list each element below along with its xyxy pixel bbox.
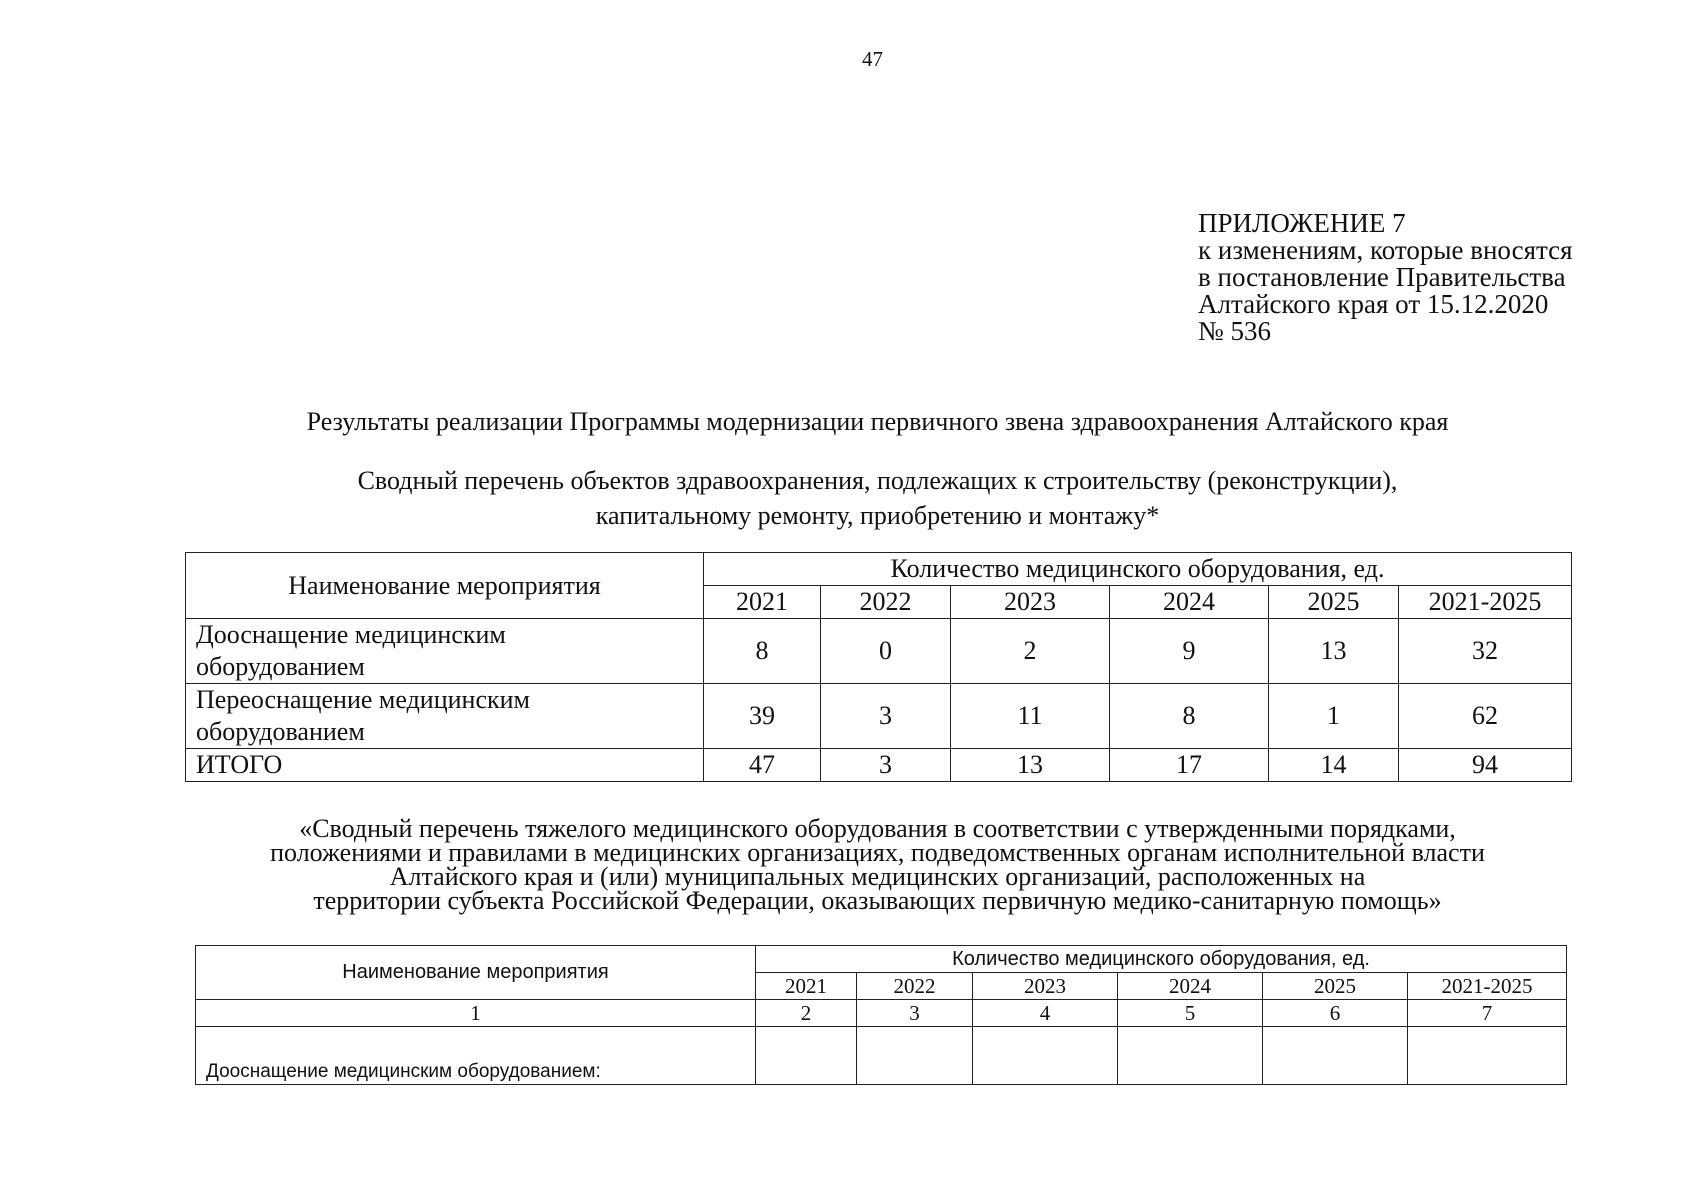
total-value: 13 xyxy=(951,749,1110,782)
page-number: 47 xyxy=(862,47,883,71)
cell-value: 2 xyxy=(951,619,1110,684)
total-value: 14 xyxy=(1269,749,1399,782)
table2-heading xyxy=(0,814,1697,915)
heading-line: капитальному ремонту, приобретению и монтажу* xyxy=(595,501,1160,530)
row-name xyxy=(186,684,704,749)
objects-table xyxy=(185,552,1572,782)
cell-value: 62 xyxy=(1399,684,1572,749)
column-index: 1 xyxy=(196,1000,756,1027)
column-index: 3 xyxy=(857,1000,973,1027)
cell-value: 13 xyxy=(1269,619,1399,684)
empty-cell xyxy=(756,1027,857,1085)
total-value: 17 xyxy=(1110,749,1269,782)
cell-value: 8 xyxy=(704,619,821,684)
year-header: 2023 xyxy=(951,586,1110,619)
heading-line: территории субъекта Российской Федерации, оказывающих первичную медико-санитарную помощь» xyxy=(313,886,1442,915)
cell-value: 11 xyxy=(951,684,1110,749)
empty-cell xyxy=(857,1027,973,1085)
row-name: Дооснащение медицинским оборудованием: xyxy=(196,1027,756,1085)
appendix-number: № 536 xyxy=(1198,316,1272,346)
empty-cell xyxy=(1263,1027,1408,1085)
year-header: 2023 xyxy=(973,973,1118,1000)
cell-value: 9 xyxy=(1110,619,1269,684)
year-header: 2022 xyxy=(821,586,951,619)
total-label: ИТОГО xyxy=(186,749,704,782)
total-value: 94 xyxy=(1399,749,1572,782)
row-name-line: оборудованием xyxy=(196,652,365,681)
column-index: 2 xyxy=(756,1000,857,1027)
heading-line: Алтайского края и (или) муниципальных медицинских организаций, расположенных на xyxy=(389,862,1366,891)
heading-line: положениями и правилами в медицинских организациях, подведомственных органам исполнительной власти xyxy=(270,838,1485,867)
year-header: 2022 xyxy=(857,973,973,1000)
row-name-line: оборудованием xyxy=(196,717,365,746)
year-header: 2024 xyxy=(1118,973,1263,1000)
column-index: 6 xyxy=(1263,1000,1408,1027)
cell-value: 1 xyxy=(1269,684,1399,749)
year-header: 2024 xyxy=(1110,586,1269,619)
appendix-block xyxy=(1198,210,1573,345)
empty-cell xyxy=(1408,1027,1567,1085)
page-title: Результаты реализации Программы модернизации первичного звена здравоохранения Алтайского края xyxy=(306,407,1449,436)
table1-heading xyxy=(0,463,1697,533)
column-index: 4 xyxy=(973,1000,1118,1027)
row-name-line: Переоснащение медицинским xyxy=(196,685,531,714)
cell-value: 3 xyxy=(821,684,951,749)
empty-cell xyxy=(973,1027,1118,1085)
appendix-line: в постановление Правительства xyxy=(1198,262,1566,292)
year-header: 2021-2025 xyxy=(1408,973,1567,1000)
empty-cell xyxy=(1118,1027,1263,1085)
row-name-line: Дооснащение медицинским xyxy=(196,620,506,649)
table-row xyxy=(186,684,1572,749)
year-header: 2021-2025 xyxy=(1399,586,1572,619)
column-index-row xyxy=(196,1000,1567,1027)
column-group-header: Количество медицинского оборудования, ед. xyxy=(756,946,1567,973)
cell-value: 0 xyxy=(821,619,951,684)
column-group-header: Количество медицинского оборудования, ед. xyxy=(704,553,1572,586)
cell-value: 8 xyxy=(1110,684,1269,749)
table-row xyxy=(186,619,1572,684)
cell-value: 32 xyxy=(1399,619,1572,684)
column-index: 5 xyxy=(1118,1000,1263,1027)
year-header: 2025 xyxy=(1263,973,1408,1000)
appendix-line: к изменениям, которые вносятся xyxy=(1198,235,1573,265)
column-header-name: Наименование мероприятия xyxy=(196,946,756,1000)
year-header: 2021 xyxy=(756,973,857,1000)
row-name xyxy=(186,619,704,684)
column-index: 7 xyxy=(1408,1000,1567,1027)
appendix-title: ПРИЛОЖЕНИЕ 7 xyxy=(1198,208,1406,238)
total-value: 3 xyxy=(821,749,951,782)
heading-line: «Сводный перечень тяжелого медицинского оборудования в соответствии с утвержденными порядками, xyxy=(299,814,1456,843)
table-row xyxy=(196,1027,1567,1085)
table-total-row xyxy=(186,749,1572,782)
year-header: 2021 xyxy=(704,586,821,619)
equipment-table xyxy=(195,945,1567,1085)
total-value: 47 xyxy=(704,749,821,782)
year-header: 2025 xyxy=(1269,586,1399,619)
cell-value: 39 xyxy=(704,684,821,749)
heading-line: Сводный перечень объектов здравоохранения, подлежащих к строительству (реконструкции), xyxy=(357,466,1398,495)
column-header-name: Наименование мероприятия xyxy=(186,553,704,619)
appendix-line: Алтайского края от 15.12.2020 xyxy=(1198,289,1549,319)
